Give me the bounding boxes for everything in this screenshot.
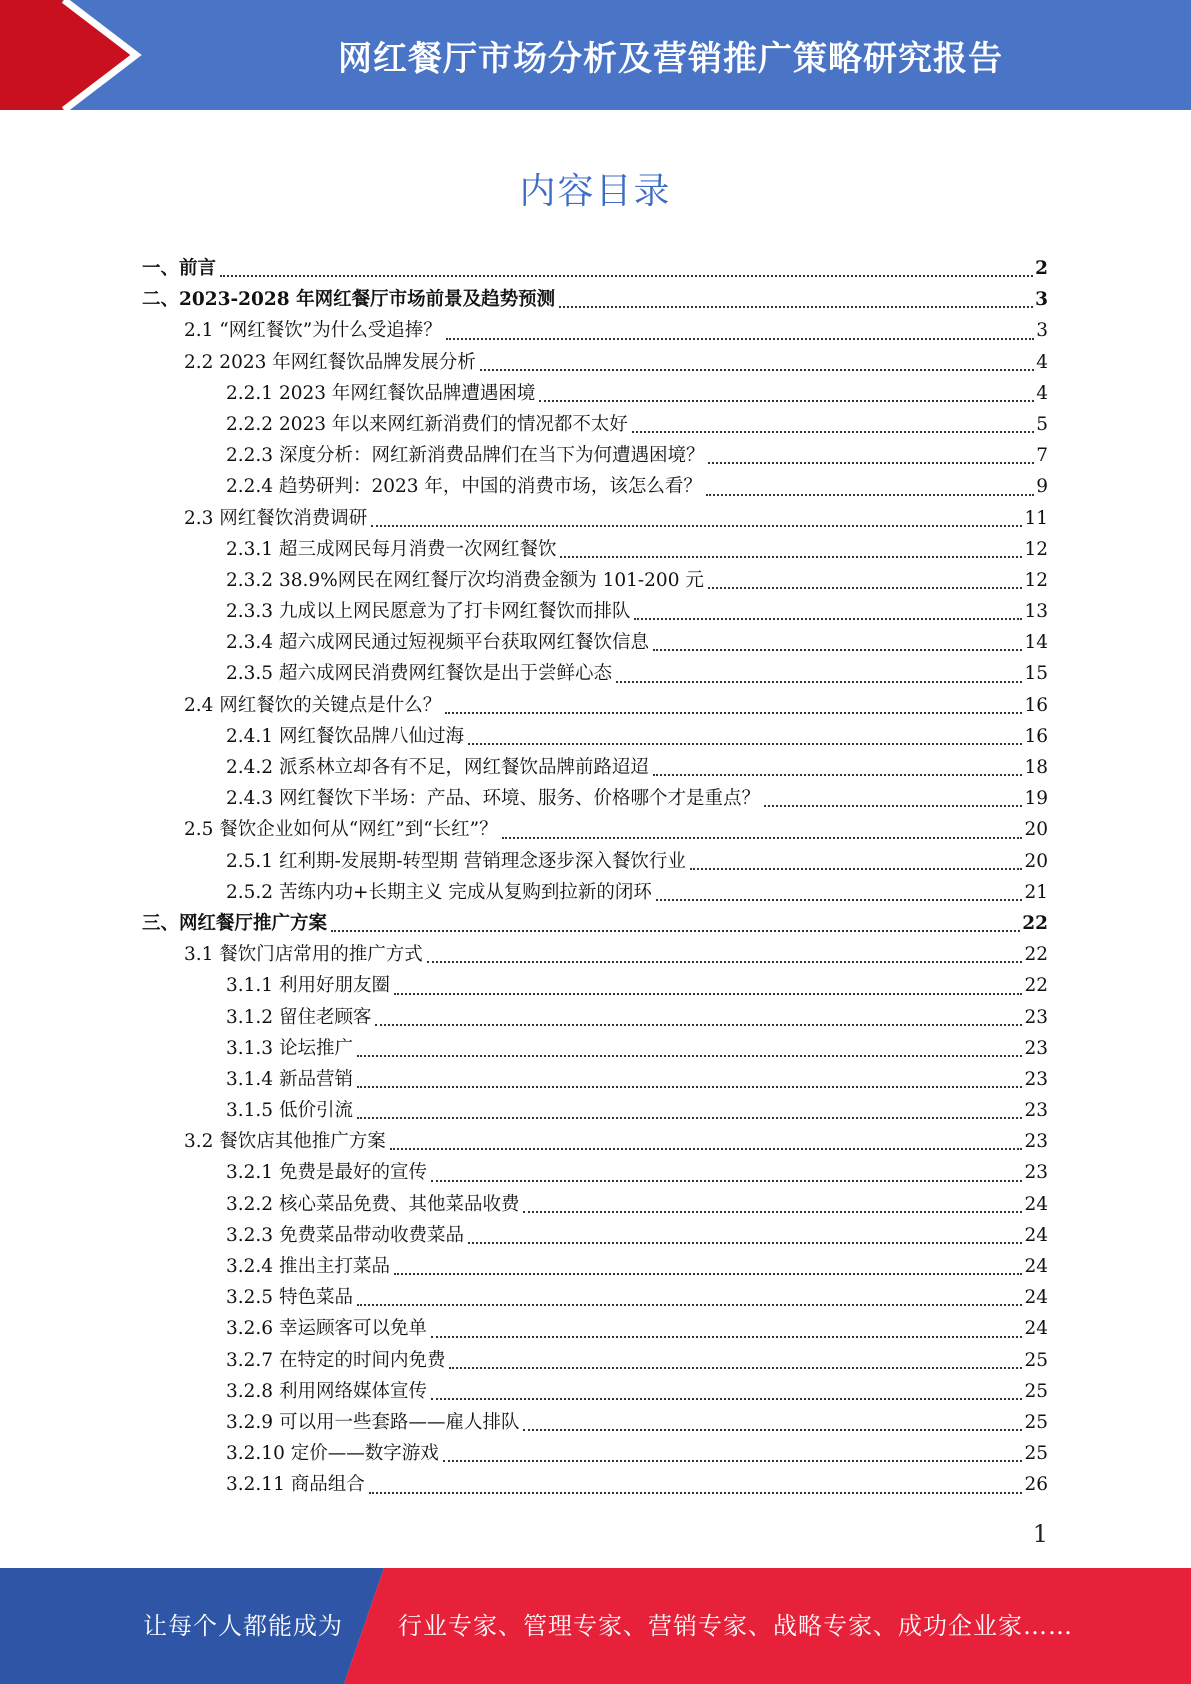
toc-entry-label: 2.3.2 38.9%网民在网红餐厅次均消费金额为 101-200 元 (226, 569, 704, 591)
toc-leader-dots (431, 1180, 1022, 1182)
toc-leader-dots (443, 1460, 1023, 1462)
toc-leader-dots (220, 275, 1033, 277)
toc-entry-page: 24 (1024, 1318, 1048, 1340)
toc-entry-label: 2.2.3 深度分析：网红新消费品牌们在当下为何遭遇困境？ (226, 445, 705, 467)
toc-entry-label: 3.1.3 论坛推广 (226, 1037, 353, 1059)
toc-leader-dots (357, 1086, 1023, 1088)
toc-entry[interactable] (142, 940, 1048, 971)
toc-leader-dots (502, 837, 1023, 839)
toc-entry[interactable] (142, 1314, 1048, 1345)
toc-entry[interactable] (142, 535, 1048, 566)
toc-leader-dots (357, 1304, 1023, 1306)
toc-entry-page: 18 (1024, 757, 1048, 778)
toc-entry-label: 一、前言 (142, 258, 217, 279)
toc-leader-dots (394, 993, 1022, 995)
report-title: 网红餐厅市场分析及营销推广策略研究报告 (338, 38, 1003, 79)
toc-entry[interactable] (142, 847, 1048, 878)
toc-entry-label: 3.2.7 在特定的时间内免费 (226, 1349, 446, 1371)
toc-leader-dots (431, 1398, 1022, 1400)
toc-entry-page: 9 (1036, 476, 1048, 498)
toc-entry-label: 3.2.5 特色菜品 (226, 1287, 353, 1309)
page-number: 1 (1032, 1520, 1048, 1548)
toc-leader-dots (656, 899, 1023, 901)
toc-entry-label: 2.2.4 趋势研判：2023 年，中国的消费市场，该怎么看？ (226, 476, 702, 498)
toc-entry-label: 3.2.1 免费是最好的宣传 (226, 1162, 427, 1184)
toc-entry-label: 2.4.1 网红餐饮品牌八仙过海 (226, 725, 464, 747)
toc-entry-label: 3.1.5 低价引流 (226, 1100, 353, 1122)
toc-entry-page: 20 (1024, 850, 1048, 872)
toc-leader-dots (357, 1055, 1023, 1057)
toc-entry-page: 16 (1024, 694, 1048, 716)
toc-leader-dots (616, 681, 1022, 683)
toc-entry[interactable] (142, 441, 1048, 472)
footer-slogan-right: 行业专家、管理专家、营销专家、战略专家、成功企业家…… (398, 1612, 1073, 1640)
toc-leader-dots (375, 1024, 1022, 1026)
toc-entry[interactable] (142, 753, 1048, 784)
toc-entry[interactable] (142, 1065, 1048, 1096)
toc-entry[interactable] (142, 379, 1048, 410)
toc-entry-page: 14 (1024, 632, 1048, 654)
toc-entry-label: 二、2023-2028 年网红餐厅市场前景及趋势预测 (142, 289, 556, 311)
toc-entry[interactable] (142, 909, 1048, 940)
toc-leader-dots (708, 462, 1034, 464)
toc-leader-dots (371, 525, 1022, 527)
toc-entry[interactable] (142, 691, 1048, 722)
toc-entry[interactable] (142, 285, 1048, 316)
toc-entry-label: 3.1.1 利用好朋友圈 (226, 975, 390, 997)
footer-band (0, 1568, 1191, 1684)
toc-leader-dots (427, 961, 1023, 963)
toc-entry-page: 11 (1024, 507, 1048, 529)
toc-entry[interactable] (142, 1127, 1048, 1158)
toc-entry[interactable] (142, 1470, 1048, 1501)
toc-leader-dots (394, 1273, 1022, 1275)
toc-leader-dots (690, 868, 1023, 870)
toc-entry[interactable] (142, 784, 1048, 815)
toc-leader-dots (653, 774, 1022, 776)
toc-entry[interactable] (142, 628, 1048, 659)
toc-entry[interactable] (142, 316, 1048, 347)
toc-entry-label: 3.2.2 核心菜品免费、其他菜品收费 (226, 1193, 520, 1215)
toc-entry-label: 2.3.4 超六成网民通过短视频平台获取网红餐饮信息 (226, 632, 649, 654)
toc-entry-page: 22 (1024, 944, 1048, 966)
toc-entry-page: 24 (1024, 1224, 1048, 1246)
toc-entry-page: 7 (1036, 445, 1048, 467)
toc-entry-label: 2.5.2 苦练内功+长期主义 完成从复购到拉新的闭环 (226, 881, 652, 903)
toc-entry[interactable] (142, 1377, 1048, 1408)
toc-entry[interactable] (142, 1003, 1048, 1034)
toc-leader-dots (653, 649, 1022, 651)
toc-entry[interactable] (142, 1034, 1048, 1065)
toc-entry-page: 19 (1024, 788, 1048, 810)
toc-entry-label: 3.2.6 幸运顾客可以免单 (226, 1318, 427, 1340)
toc-entry-page: 25 (1024, 1443, 1048, 1465)
toc-entry-page: 23 (1024, 1100, 1048, 1122)
toc-entry[interactable] (142, 659, 1048, 690)
toc-entry-label: 2.2 2023 年网红餐饮品牌发展分析 (184, 351, 476, 373)
toc-entry[interactable] (142, 971, 1048, 1002)
toc-entry-page: 26 (1024, 1474, 1048, 1496)
toc-entry-label: 2.3.5 超六成网民消费网红餐饮是出于尝鲜心态 (226, 663, 612, 685)
toc-entry[interactable] (142, 1190, 1048, 1221)
toc-entry-label: 2.3.1 超三成网民每月消费一次网红餐饮 (226, 538, 557, 560)
toc-entry-page: 24 (1024, 1287, 1048, 1309)
header-band (0, 0, 1191, 110)
toc-title: 内容目录 (519, 171, 672, 212)
toc-entry-label: 2.1 “网红餐饮”为什么受追捧？ (184, 320, 442, 342)
toc-entry[interactable] (142, 566, 1048, 597)
toc-entry[interactable] (142, 722, 1048, 753)
toc-entry[interactable] (142, 348, 1048, 379)
toc-entry-label: 三、网红餐厅推广方案 (142, 912, 328, 934)
toc-leader-dots (523, 1429, 1022, 1431)
toc-entry-page: 25 (1024, 1411, 1048, 1433)
toc-entry-label: 3.1.2 留住老顾客 (226, 1006, 372, 1028)
toc-entry-label: 2.4.3 网红餐饮下半场：产品、环境、服务、价格哪个才是重点？ (226, 788, 760, 810)
toc-leader-dots (449, 1367, 1022, 1369)
toc-entry-page: 24 (1024, 1193, 1048, 1215)
toc-entry-label: 3.1.4 新品营销 (226, 1068, 353, 1090)
toc-entry-label: 2.2.2 2023 年以来网红新消费们的情况都不太好 (226, 413, 628, 435)
toc-entry-page: 23 (1024, 1006, 1048, 1028)
arrow-icon (0, 0, 160, 110)
toc-entry[interactable] (142, 472, 1048, 503)
toc-entry-label: 3.2.10 定价——数字游戏 (226, 1443, 439, 1465)
toc-entry-label: 3.2 餐饮店其他推广方案 (184, 1131, 386, 1153)
toc-entry-page: 24 (1024, 1256, 1048, 1277)
toc-entry-label: 2.5.1 红利期-发展期-转型期 营销理念逐步深入餐饮行业 (226, 850, 686, 872)
toc-leader-dots (559, 306, 1033, 308)
toc-entry-label: 2.5 餐饮企业如何从“网红”到“长红”？ (184, 819, 498, 841)
toc-entry-label: 3.2.8 利用网络媒体宣传 (226, 1380, 427, 1402)
toc-entry[interactable] (142, 1408, 1048, 1439)
toc-entry-label: 2.3 网红餐饮消费调研 (184, 507, 368, 529)
toc-entry-page: 15 (1024, 663, 1048, 685)
toc-entry[interactable] (142, 815, 1048, 846)
toc-entry[interactable] (142, 1096, 1048, 1127)
toc-entry-page: 13 (1024, 601, 1048, 623)
toc-entry-label: 2.3.3 九成以上网民愿意为了打卡网红餐饮而排队 (226, 601, 631, 623)
toc-entry[interactable] (142, 1439, 1048, 1470)
toc-entry[interactable] (142, 1346, 1048, 1377)
toc-entry-page: 5 (1036, 413, 1048, 435)
toc-entry-page: 2 (1035, 258, 1048, 279)
footer-slogan-left: 让每个人都能成为 (143, 1612, 343, 1640)
toc-leader-dots (445, 712, 1022, 714)
toc-entry[interactable] (142, 254, 1048, 285)
toc-leader-dots (431, 1336, 1022, 1338)
toc-leader-dots (706, 494, 1034, 496)
toc-leader-dots (539, 400, 1034, 402)
toc-entry-page: 25 (1024, 1349, 1048, 1371)
toc-entry[interactable] (142, 410, 1048, 441)
toc-entry-page: 23 (1024, 1037, 1048, 1059)
toc-entry-label: 2.2.1 2023 年网红餐饮品牌遭遇困境 (226, 382, 536, 404)
toc-entry-page: 4 (1036, 382, 1048, 404)
toc-entry-page: 23 (1024, 1068, 1048, 1090)
table-of-contents (142, 254, 1048, 1502)
toc-entry-page: 23 (1024, 1162, 1048, 1184)
toc-leader-dots (480, 369, 1034, 371)
toc-entry[interactable] (142, 1283, 1048, 1314)
toc-leader-dots (369, 1492, 1023, 1494)
toc-leader-dots (764, 805, 1022, 807)
toc-entry-label: 3.2.4 推出主打菜品 (226, 1256, 390, 1277)
toc-entry-label: 3.1 餐饮门店常用的推广方式 (184, 944, 423, 966)
toc-leader-dots (357, 1117, 1023, 1119)
toc-leader-dots (634, 618, 1022, 620)
toc-entry-label: 3.2.9 可以用一些套路——雇人排队 (226, 1411, 520, 1433)
toc-entry-label: 2.4 网红餐饮的关键点是什么？ (184, 694, 442, 716)
toc-leader-dots (468, 1242, 1022, 1244)
toc-entry-page: 16 (1024, 725, 1048, 747)
toc-entry-page: 20 (1024, 819, 1048, 841)
toc-entry-label: 2.4.2 派系林立却各有不足，网红餐饮品牌前路迢迢 (226, 757, 649, 778)
toc-entry-page: 3 (1036, 320, 1048, 342)
toc-entry-page: 22 (1022, 912, 1048, 934)
toc-entry-page: 25 (1024, 1380, 1048, 1402)
toc-entry[interactable] (142, 597, 1048, 628)
toc-entry-page: 4 (1036, 351, 1048, 373)
toc-leader-dots (446, 338, 1035, 340)
toc-leader-dots (708, 587, 1023, 589)
toc-leader-dots (560, 556, 1022, 558)
toc-entry-page: 21 (1024, 881, 1048, 903)
toc-entry-page: 12 (1024, 538, 1048, 560)
toc-entry[interactable] (142, 504, 1048, 535)
toc-entry[interactable] (142, 1221, 1048, 1252)
toc-entry[interactable] (142, 1252, 1048, 1283)
toc-leader-dots (523, 1211, 1022, 1213)
toc-leader-dots (331, 930, 1020, 932)
toc-leader-dots (390, 1148, 1023, 1150)
toc-entry-page: 3 (1035, 289, 1048, 311)
toc-entry[interactable] (142, 1158, 1048, 1189)
toc-entry-page: 22 (1024, 975, 1048, 997)
toc-entry-page: 23 (1024, 1131, 1048, 1153)
toc-entry-page: 12 (1024, 569, 1048, 591)
toc-leader-dots (468, 743, 1022, 745)
toc-leader-dots (632, 431, 1034, 433)
toc-entry-label: 3.2.11 商品组合 (226, 1474, 365, 1496)
toc-entry[interactable] (142, 878, 1048, 909)
toc-entry-label: 3.2.3 免费菜品带动收费菜品 (226, 1224, 464, 1246)
